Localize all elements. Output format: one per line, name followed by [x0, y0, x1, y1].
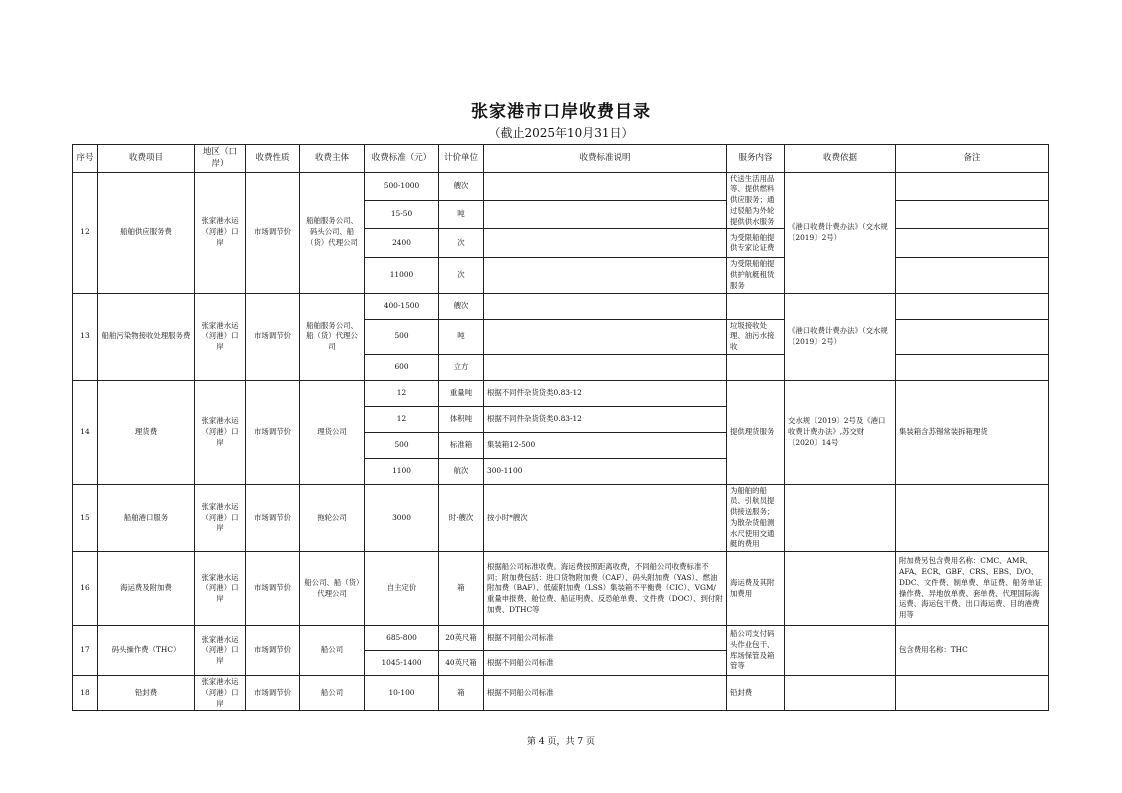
cell-subject: 船舶服务公司、船（货）代理公司 [300, 293, 365, 380]
cell-item: 船舶污染物接收处理服务费 [98, 293, 195, 380]
cell-desc [484, 319, 727, 354]
cell-no: 14 [73, 380, 98, 484]
cell-basis [785, 552, 896, 626]
cell-standard: 3000 [365, 484, 439, 551]
cell-desc [484, 229, 727, 258]
cell-service: 铅封费 [727, 676, 785, 711]
cell-item: 铅封费 [98, 676, 195, 711]
cell-subject: 船舶服务公司、码头公司、船（货）代理公司 [300, 172, 365, 293]
cell-basis [785, 626, 896, 676]
cell-unit: 吨 [439, 319, 484, 354]
cell-remark: 集装箱含苏锡常装拆箱理货 [896, 380, 1049, 484]
cell-desc: 根据不同件杂货货类0.83-12 [484, 380, 727, 406]
cell-standard: 1045-1400 [365, 651, 439, 676]
cell-no: 18 [73, 676, 98, 711]
header-no: 序号 [73, 145, 98, 173]
cell-standard: 12 [365, 406, 439, 432]
cell-remark [896, 200, 1049, 228]
cell-region: 张家港水运（河港）口岸 [195, 293, 246, 380]
cell-standard: 400-1500 [365, 293, 439, 319]
cell-unit: 立方 [439, 354, 484, 380]
cell-item: 海运费及附加费 [98, 552, 195, 626]
cell-desc [484, 200, 727, 228]
cell-desc: 根据不同船公司标准 [484, 651, 727, 676]
header-desc: 收费标准说明 [484, 145, 727, 173]
cell-basis [785, 676, 896, 711]
cell-service: 船公司支付码头作业包干、库场保管及箱管等 [727, 626, 785, 676]
cell-subject: 拖轮公司 [300, 484, 365, 551]
cell-desc [484, 258, 727, 293]
document-subtitle: （截止2025年10月31日） [488, 126, 634, 140]
cell-remark [896, 172, 1049, 200]
cell-remark [896, 676, 1049, 711]
header-unit: 计价单位 [439, 145, 484, 173]
cell-unit: 40英尺箱 [439, 651, 484, 676]
header-row [73, 145, 1049, 173]
cell-subject: 理货公司 [300, 380, 365, 484]
cell-unit: 标准箱 [439, 432, 484, 458]
cell-nature: 市场调节价 [246, 293, 300, 380]
cell-no: 17 [73, 626, 98, 676]
cell-standard: 2400 [365, 229, 439, 258]
cell-region: 张家港水运（河港）口岸 [195, 380, 246, 484]
header-remark: 备注 [896, 145, 1049, 173]
cell-desc: 根据不同件杂货货类0.83-12 [484, 406, 727, 432]
cell-unit: 箱 [439, 552, 484, 626]
cell-subject: 船公司、船（货）代理公司 [300, 552, 365, 626]
cell-desc: 根据船公司标准收费。海运费按照距离收费，不同船公司收费标准不同；附加费包括：进口货物附加费（CAF）、码头附加费（YAS）、燃油附加费（BAF）、低硫附加费（LSS）集装箱不平衡费（CIC）、VGM/重量申报费、舱位费、船证明费、反恐舱单费、文件费（DOC）、到付附加费、DTHC等 [484, 552, 727, 626]
table-row [73, 552, 1049, 626]
cell-nature: 市场调节价 [246, 626, 300, 676]
cell-basis: 《港口收费计费办法》（交水规〔2019〕2号） [785, 172, 896, 293]
cell-subject: 船公司 [300, 676, 365, 711]
cell-unit: 吨 [439, 200, 484, 228]
cell-desc: 按小时*艘次 [484, 484, 727, 551]
table-row [73, 293, 1049, 319]
header-basis: 收费依据 [785, 145, 896, 173]
cell-unit: 20英尺箱 [439, 626, 484, 651]
cell-nature: 市场调节价 [246, 484, 300, 551]
cell-item: 船舶供应服务费 [98, 172, 195, 293]
cell-standard: 1100 [365, 458, 439, 484]
cell-standard: 600 [365, 354, 439, 380]
cell-region: 张家港水运（河港）口岸 [195, 626, 246, 676]
table-row [73, 676, 1049, 711]
cell-nature: 市场调节价 [246, 676, 300, 711]
cell-region: 张家港水运（河港）口岸 [195, 552, 246, 626]
cell-remark: 包含费用名称：THC [896, 626, 1049, 676]
cell-unit: 次 [439, 229, 484, 258]
cell-unit: 箱 [439, 676, 484, 711]
cell-service: 提供理货服务 [727, 380, 785, 484]
header-region: 地区（口岸） [195, 145, 246, 173]
header-subject: 收费主体 [300, 145, 365, 173]
cell-unit: 次 [439, 258, 484, 293]
cell-standard: 11000 [365, 258, 439, 293]
table-row [73, 626, 1049, 651]
cell-standard: 12 [365, 380, 439, 406]
cell-remark [896, 484, 1049, 551]
cell-item: 船舶港口服务 [98, 484, 195, 551]
cell-unit: 重量吨 [439, 380, 484, 406]
cell-no: 13 [73, 293, 98, 380]
cell-remark [896, 293, 1049, 319]
table-row [73, 484, 1049, 551]
cell-service: 为受限船舶提供护航艇租赁服务 [727, 258, 785, 293]
cell-remark [896, 354, 1049, 380]
cell-service [727, 354, 785, 380]
cell-standard: 500 [365, 319, 439, 354]
document-title: 张家港市口岸收费目录 [471, 102, 651, 122]
cell-standard: 500-1000 [365, 172, 439, 200]
cell-service [727, 293, 785, 319]
cell-unit: 时·艘次 [439, 484, 484, 551]
header-standard: 收费标准（元） [365, 145, 439, 173]
table-row [73, 380, 1049, 406]
cell-service: 为船舶的船员、引航员提供接送服务；为散杂货船测水尺使用交通艇的费用 [727, 484, 785, 551]
cell-desc: 300-1100 [484, 458, 727, 484]
cell-item: 码头操作费（THC） [98, 626, 195, 676]
fee-table [72, 144, 1049, 711]
cell-unit: 艘次 [439, 293, 484, 319]
cell-remark [896, 258, 1049, 293]
cell-service: 为受限船舶提供专家论证费 [727, 229, 785, 258]
header-item: 收费项目 [98, 145, 195, 173]
cell-service: 海运费及其附加费用 [727, 552, 785, 626]
cell-remark [896, 319, 1049, 354]
cell-desc [484, 354, 727, 380]
cell-desc [484, 172, 727, 200]
cell-no: 15 [73, 484, 98, 551]
cell-unit: 艘次 [439, 172, 484, 200]
cell-standard: 685-800 [365, 626, 439, 651]
cell-desc: 根据不同船公司标准 [484, 626, 727, 651]
cell-standard: 10-100 [365, 676, 439, 711]
cell-nature: 市场调节价 [246, 552, 300, 626]
header-nature: 收费性质 [246, 145, 300, 173]
header-service: 服务内容 [727, 145, 785, 173]
cell-no: 12 [73, 172, 98, 293]
table-row [73, 172, 1049, 200]
cell-standard: 自主定价 [365, 552, 439, 626]
page-footer: 第 4 页，共 7 页 [527, 737, 595, 747]
cell-nature: 市场调节价 [246, 172, 300, 293]
cell-region: 张家港水运（河港）口岸 [195, 172, 246, 293]
cell-desc: 根据不同船公司标准 [484, 676, 727, 711]
cell-item: 理货费 [98, 380, 195, 484]
cell-standard: 15-50 [365, 200, 439, 228]
cell-basis [785, 484, 896, 551]
cell-desc [484, 293, 727, 319]
cell-desc: 集装箱12-500 [484, 432, 727, 458]
cell-no: 16 [73, 552, 98, 626]
cell-region: 张家港水运（河港）口岸 [195, 484, 246, 551]
cell-nature: 市场调节价 [246, 380, 300, 484]
cell-basis: 交水规〔2019〕2号及《港口收费计费办法》,苏交财〔2020〕14号 [785, 380, 896, 484]
cell-remark [896, 229, 1049, 258]
cell-unit: 体积吨 [439, 406, 484, 432]
cell-region: 张家港水运（河港）口岸 [195, 676, 246, 711]
cell-service: 垃圾接收处理、油污水接收 [727, 319, 785, 354]
cell-standard: 500 [365, 432, 439, 458]
cell-unit: 航次 [439, 458, 484, 484]
cell-service: 代送生活用品等、提供燃料供应服务；通过驳船为外轮提供供水服务 [727, 172, 785, 229]
cell-basis: 《港口收费计费办法》（交水规〔2019〕2号） [785, 293, 896, 380]
cell-remark: 附加费另包含费用名称：CMC、AMR、AFA、ECR、GBF、CRS、EBS、D/O、DDC、文件费、制单费、单证费、船务单证操作费、异地放单费、套单费、代理国际海运费、海运包干费、出口海运费、目的港费用等 [896, 552, 1049, 626]
cell-subject: 船公司 [300, 626, 365, 676]
